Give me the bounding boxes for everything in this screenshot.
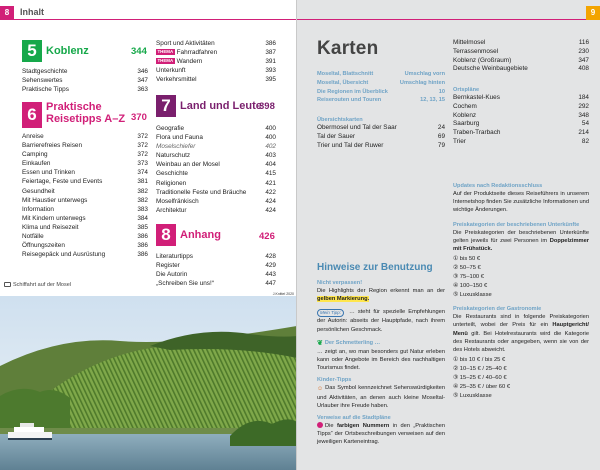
toc-entry-page: 415 [265, 170, 276, 178]
kinder-block [317, 376, 445, 410]
toc-row[interactable] [156, 261, 276, 270]
toc-row[interactable] [156, 57, 276, 66]
verweise-block [317, 414, 445, 447]
map-page: 24 [437, 124, 445, 131]
price-category-item: ② 10–15 € / 25–40 € [453, 366, 507, 373]
toc-entry-label: Essen und Trinken [22, 169, 75, 177]
toc-entry-label: Praktische Tipps [22, 86, 69, 94]
chapter-7-heading[interactable] [156, 95, 262, 117]
map-list-row[interactable] [317, 133, 445, 142]
preis-gastro-text [453, 313, 589, 354]
map-list-row[interactable] [317, 88, 445, 97]
toc-entry-label: Öffnungszeiten [22, 242, 65, 250]
toc-entry-page: 385 [137, 223, 148, 231]
map-name: Trier und Tal der Ruwer [317, 141, 384, 149]
map-page: 79 [437, 141, 445, 149]
toc-entry-label: THEMA Wandern [157, 58, 203, 66]
toc-entry-page: 346 [137, 68, 148, 75]
map-list-row[interactable] [317, 124, 445, 133]
toc-entry-page: 422 [265, 188, 276, 196]
toc-row[interactable] [22, 250, 148, 259]
toc-row[interactable] [156, 160, 276, 169]
chapter-5-number: 5 [22, 40, 42, 62]
ortsplaene-section [453, 86, 589, 147]
toc-row[interactable] [156, 169, 276, 178]
schmetterling-label [317, 339, 445, 348]
kinder-icon: ☺ [317, 386, 324, 393]
preis-gastro-text-2: gilt. Bei Hotelrestaurants wird die Kategorie des Restaurants oder angegeben, wenn sie von der des Hotels abweicht. [453, 330, 589, 354]
toc-entry-label: Register [156, 262, 180, 270]
preis-gastro-label: Preiskategorien der Gastronomie [453, 306, 542, 313]
toc-entry-page: 386 [137, 233, 148, 241]
right-header [297, 6, 600, 20]
toc-row[interactable] [156, 206, 276, 215]
chapter-5-page-wrap [131, 46, 147, 57]
toc-entry-page: 386 [137, 251, 148, 259]
chapter-6-number: 6 [22, 102, 42, 128]
toc-entry-page: 403 [265, 152, 276, 160]
toc-entry-label: Feiertage, Feste und Events [22, 178, 103, 186]
toc-entry-label: Flora und Fauna [156, 134, 203, 142]
chapter-8-title: Anhang [180, 229, 221, 241]
toc-entry-page: 393 [265, 67, 276, 75]
toc-entry-label: Unterkunft [156, 67, 186, 75]
toc-entry-label: Gesundheit [22, 187, 55, 195]
uebersicht-label: Übersichtskarten [317, 117, 363, 123]
toc-entry-label: Traditionelle Feste und Bräuche [156, 188, 247, 196]
toc-entry-page: 382 [137, 196, 148, 204]
toc-entry-page: 372 [137, 142, 148, 150]
nicht-verpassen-highlight: gelben Markierung. [317, 296, 370, 303]
chapter-5-heading[interactable] [22, 40, 89, 62]
toc-entry-label: Einkaufen [22, 160, 51, 168]
toc-row[interactable] [22, 132, 148, 141]
toc-entry-label: Notfälle [22, 233, 44, 241]
toc-entry-label: Camping [22, 151, 48, 159]
tipp-text [317, 308, 445, 333]
toc-row[interactable] [22, 187, 148, 196]
toc-row[interactable] [22, 223, 148, 232]
chapter-6-list [22, 132, 148, 259]
instructions-col [317, 279, 445, 447]
map-name: Reiserouten und Touren [317, 97, 382, 104]
preis-unterkunft-text [453, 229, 589, 254]
nicht-verpassen-label: Nicht verpassen! [317, 280, 363, 286]
uebersicht-section [317, 116, 445, 150]
map-list-row[interactable] [317, 79, 445, 88]
toc-row[interactable] [22, 141, 148, 150]
toc-entry-page: 363 [137, 86, 148, 94]
toc-entry-page: 381 [137, 178, 148, 186]
toc-entry-page: 386 [265, 40, 276, 47]
map-name: Terrassenmosel [453, 47, 499, 55]
chapter-8-page: 426 [259, 231, 275, 242]
preis-gastro-text-1: Die Restaurants sind in folgende Preiskategorien unterteilt, wobei der Preis für ein [453, 314, 589, 329]
chapter-5-page: 344 [131, 46, 147, 57]
map-list-row[interactable] [453, 39, 589, 48]
photo-caption-text: Schiffahrt auf der Mosel [13, 282, 71, 288]
toc-entry-page: 374 [137, 169, 148, 177]
chapter-5-list [22, 67, 148, 94]
chapter-7-number: 7 [156, 95, 176, 117]
toc-entry-page: 372 [137, 133, 148, 140]
toc-row[interactable] [156, 279, 276, 288]
toc-row[interactable] [156, 75, 276, 84]
price-category-item: ④ 25–35 € / über 60 € [453, 384, 511, 391]
toc-entry-label: Religionen [156, 179, 187, 187]
verweise-bold: farbigen Nummern [336, 423, 390, 430]
right-page-number: 9 [586, 6, 600, 20]
toc-entry-page: 428 [265, 253, 276, 260]
price-category-item: ① bis 50 € [453, 256, 481, 263]
kinder-label: Kinder-Tipps [317, 377, 352, 384]
chapter-7-title: Land und Leute [180, 100, 262, 112]
toc-row[interactable] [156, 188, 276, 197]
toc-row[interactable] [156, 39, 276, 48]
map-list-row[interactable] [317, 96, 445, 105]
toc-row[interactable] [156, 133, 276, 142]
price-category-item: ④ 100–150 € [453, 283, 488, 290]
chapter-8-list [156, 252, 276, 288]
chapter-6-page: 370 [131, 112, 147, 123]
kinder-text [317, 384, 445, 410]
toc-entry-page: 382 [137, 187, 148, 195]
chapter-5-title: Koblenz [46, 45, 89, 57]
toc-row[interactable] [156, 179, 276, 188]
preis-gastro-bold: Hauptgericht/ Menü [453, 322, 589, 337]
toc-entry-page: 347 [137, 77, 148, 85]
schmetterling-block [317, 339, 445, 373]
toc-row[interactable] [156, 270, 276, 279]
price-category-item: ① bis 10 € / bis 25 € [453, 357, 506, 364]
toc-entry-label: Mit Haustier unterwegs [22, 196, 88, 204]
map-list-row[interactable] [453, 138, 589, 147]
toc-row[interactable] [22, 168, 148, 177]
toc-entry-label: Moselfränkisch [156, 197, 199, 205]
toc-entry-label: Weinbau an der Mosel [156, 161, 220, 169]
verweise-text: Die farbigen Nummern in den „Praktischen Tipps“ der Ortsbeschreibungen verweisen auf den jeweiligen Karteneintrag. [317, 423, 445, 446]
map-name: Moseltal, Übersicht [317, 79, 369, 86]
toc-row[interactable] [156, 124, 276, 133]
chapter-8-number: 8 [156, 224, 176, 246]
toc-row[interactable] [22, 196, 148, 205]
preis-unterkunft-list [453, 255, 589, 300]
map-name: Deutsche Weinbaugebiete [453, 65, 528, 73]
map-list-row[interactable] [453, 94, 589, 103]
map-page: 54 [581, 120, 589, 128]
vineyard-photo [0, 296, 297, 470]
toc-entry-label: Sport und Aktivitäten [156, 40, 215, 47]
toc-entry-label: Anreise [22, 133, 44, 140]
chapter-6-heading[interactable] [22, 102, 125, 128]
toc-entry-page: 372 [137, 151, 148, 159]
toc-row[interactable] [156, 66, 276, 75]
toc-entry-page: 400 [265, 125, 276, 132]
toc-entry-page: 386 [137, 242, 148, 250]
map-page: Umschlag hinten [399, 79, 445, 86]
toc-row[interactable] [22, 76, 148, 85]
map-name: Mittelmosel [453, 39, 486, 46]
map-name: Tal der Sauer [317, 132, 356, 140]
toc-entry-label: Sehenswertes [22, 77, 63, 85]
map-list-row[interactable] [453, 103, 589, 112]
toc-entry-label: Die Autorin [156, 271, 188, 279]
chapter-6-title-line1: Praktische [46, 101, 102, 113]
map-name: Die Regionen im Überblick [317, 88, 388, 95]
toc-entry-page: 421 [265, 179, 276, 187]
toc-row[interactable] [22, 85, 148, 94]
map-page: 116 [578, 39, 589, 46]
ortsplaene-list [453, 94, 589, 147]
uebersicht-list [317, 124, 445, 150]
updates-label: Updates nach Redaktionsschluss [453, 183, 543, 189]
toc-entry-label: Information [22, 205, 54, 213]
toc-row[interactable] [22, 150, 148, 159]
col2-top-list [156, 39, 276, 84]
price-category-item: ⑤ Luxusklasse [453, 393, 492, 400]
toc-row[interactable] [22, 177, 148, 186]
map-page: 82 [581, 137, 589, 145]
toc-entry-label: Barrierefreies Reisen [22, 142, 83, 150]
verweise-label: Verweise auf die Stadtpläne [317, 415, 391, 422]
left-header-title: Inhalt [20, 7, 44, 17]
kinder-text-body: Das Symbol kennzeichnet Sehenswürdigkeiten und Aktivitäten, an denen auch kleine Moseltal-Urlauber ihre Freude haben. [317, 385, 445, 409]
toc-entry-page: 447 [265, 280, 276, 288]
map-page: 348 [578, 111, 589, 119]
thema-badge: THEMA [157, 49, 174, 55]
map-name: Koblenz [453, 111, 477, 119]
toc-entry-label: Klima und Reisezeit [22, 223, 79, 231]
verweise-text-2: in den „Praktischen Tipps“ der Ortsbeschreibungen verweisen auf den jeweiligen Karteneintrag. [317, 423, 445, 446]
toc-entry-page: 402 [265, 143, 276, 151]
number-pin-icon [317, 422, 323, 428]
toc-entry-label: Stadtgeschichte [22, 68, 68, 75]
preis-unterkunft-label: Preiskategorien der beschriebenen Unterkünfte [453, 221, 580, 228]
toc-row[interactable] [22, 205, 148, 214]
map-name: Bernkastel-Kues [453, 94, 500, 101]
toc-row[interactable] [156, 142, 276, 151]
map-page: 12, 13, 15 [420, 97, 445, 104]
thema-badge: THEMA [157, 58, 174, 64]
map-page: 184 [578, 94, 589, 101]
toc-row[interactable] [22, 159, 148, 168]
tipp-text-body: … steht für spezielle Empfehlungen der Autorin: abseits der Hauptpfade, nach ihrem persönlichen Geschmack. [317, 309, 445, 333]
right-page [297, 0, 600, 470]
toc-entry-page: 424 [265, 197, 276, 205]
toc-row[interactable] [22, 67, 148, 76]
toc-entry-page: 395 [265, 76, 276, 84]
toc-row[interactable] [156, 197, 276, 206]
map-name: Obermosel und Tal der Saar [317, 124, 397, 131]
toc-row[interactable] [156, 252, 276, 261]
price-category-item: ③ 75–100 € [453, 274, 484, 281]
map-name: Trier [453, 137, 466, 145]
price-category-item: ⑤ Luxusklasse [453, 292, 492, 299]
toc-row[interactable] [22, 232, 148, 241]
preis-unterkunft-text-1: Die Preiskategorien der beschriebenen Unterkünfte gelten jeweils für zwei Personen im [453, 229, 589, 244]
mein-tipp-icon: Mein Tipp: [317, 309, 344, 317]
toc-entry-page: 387 [265, 49, 276, 57]
toc-entry-label: Geografie [156, 125, 185, 132]
nicht-verpassen-text-1: Die Highlights der Region erkennt man an der [317, 288, 445, 294]
right-info-col [453, 182, 589, 401]
map-page: 347 [578, 56, 589, 64]
toc-row[interactable] [22, 241, 148, 250]
map-list-row[interactable] [453, 120, 589, 129]
photo-credit: J.Knittel 2020 [272, 292, 294, 296]
photo-caption [4, 282, 71, 288]
toc-entry-label: Reisegepäck und Ausrüstung [22, 251, 106, 259]
toc-entry-page: 384 [137, 214, 148, 222]
toc-entry-label: Architektur [156, 206, 187, 214]
map-name: Koblenz (Großraum) [453, 56, 512, 64]
toc-entry-label: Verkehrsmittel [156, 76, 197, 84]
toc-entry-page: 400 [265, 134, 276, 142]
chapter-8-heading[interactable] [156, 224, 221, 246]
left-header [0, 6, 297, 20]
price-category-item: ③ 15–25 € / 40–60 € [453, 375, 507, 382]
toc-entry-label: Literaturtipps [156, 253, 193, 260]
schmetterling-text: … zeigt an, wo man besonders gut Natur erleben kann oder Angebote im Bereich des nachhaltigen Tourismus findet. [317, 348, 445, 372]
toc-entry-page: 429 [265, 262, 276, 270]
map-list-row[interactable] [453, 65, 589, 74]
map-page: Umschlag vorn [404, 71, 445, 77]
toc-entry-page: 404 [265, 161, 276, 169]
toc-entry-label: Geschichte [156, 170, 188, 178]
map-page: 230 [578, 47, 589, 55]
toc-entry-page: 443 [265, 271, 276, 279]
toc-entry-page: 424 [265, 206, 276, 214]
map-name: Saarburg [453, 120, 480, 128]
toc-row[interactable] [156, 151, 276, 160]
updates-text: Auf der Produktseite dieses Reiseführers in unserem Internetshop finden Sie zusätzliche Informationen und wichtige Änderungen. [453, 191, 589, 214]
map-name: Cochem [453, 102, 477, 110]
toc-entry-label: Moselschiefer [156, 143, 196, 151]
map-list-row[interactable] [453, 129, 589, 138]
toc-entry-label: THEMA Fahrradfahren [157, 49, 218, 57]
karten-blue-list [317, 70, 445, 105]
chapter-6-title-wrap [46, 102, 125, 125]
toc-entry-label: „Schreiben Sie uns!“ [156, 280, 214, 288]
toc-entry-label: Mit Kindern unterwegs [22, 214, 86, 222]
map-page: 292 [578, 102, 589, 110]
camera-icon [4, 282, 11, 287]
map-list-row[interactable] [453, 57, 589, 66]
map-page: 10 [438, 88, 445, 95]
butterfly-icon: ❦ [317, 339, 323, 347]
toc-entry-page: 383 [137, 205, 148, 213]
toc-entry-page: 391 [265, 58, 276, 66]
chapter-6-title-line2: Reisetipps A–Z [46, 113, 126, 125]
toc-row[interactable] [156, 48, 276, 57]
chapter-7-list [156, 124, 276, 215]
map-name: Moseltal, Blattschnitt [317, 71, 374, 77]
map-list-row[interactable] [317, 142, 445, 151]
schmetterling-label-text: Der Schmetterling … [324, 339, 381, 346]
col2-map-list [453, 39, 589, 74]
chapter-7-page: 398 [259, 101, 275, 112]
map-list-row[interactable] [317, 70, 445, 79]
map-page: 214 [578, 129, 589, 137]
toc-entry-page: 373 [137, 160, 148, 168]
karten-title: Karten [317, 38, 379, 59]
hinweise-title: Hinweise zur Benutzung [317, 262, 433, 273]
map-list-row[interactable] [453, 112, 589, 121]
toc-entry-label: Naturschutz [156, 152, 191, 160]
preis-gastro-list [453, 356, 589, 401]
map-page: 408 [578, 65, 589, 73]
price-category-item: ② 50–75 € [453, 265, 481, 272]
left-page [0, 0, 297, 470]
preis-unterkunft-bold: Doppelzimmer mit Frühstück. [453, 237, 589, 253]
left-page-number: 8 [0, 6, 14, 20]
nicht-verpassen-text [317, 287, 445, 303]
ortsplaene-label: Ortspläne [453, 87, 480, 93]
map-name: Traben-Trarbach [453, 129, 501, 137]
toc-row[interactable] [22, 214, 148, 223]
map-list-row[interactable] [453, 48, 589, 57]
map-page: 69 [437, 132, 445, 140]
